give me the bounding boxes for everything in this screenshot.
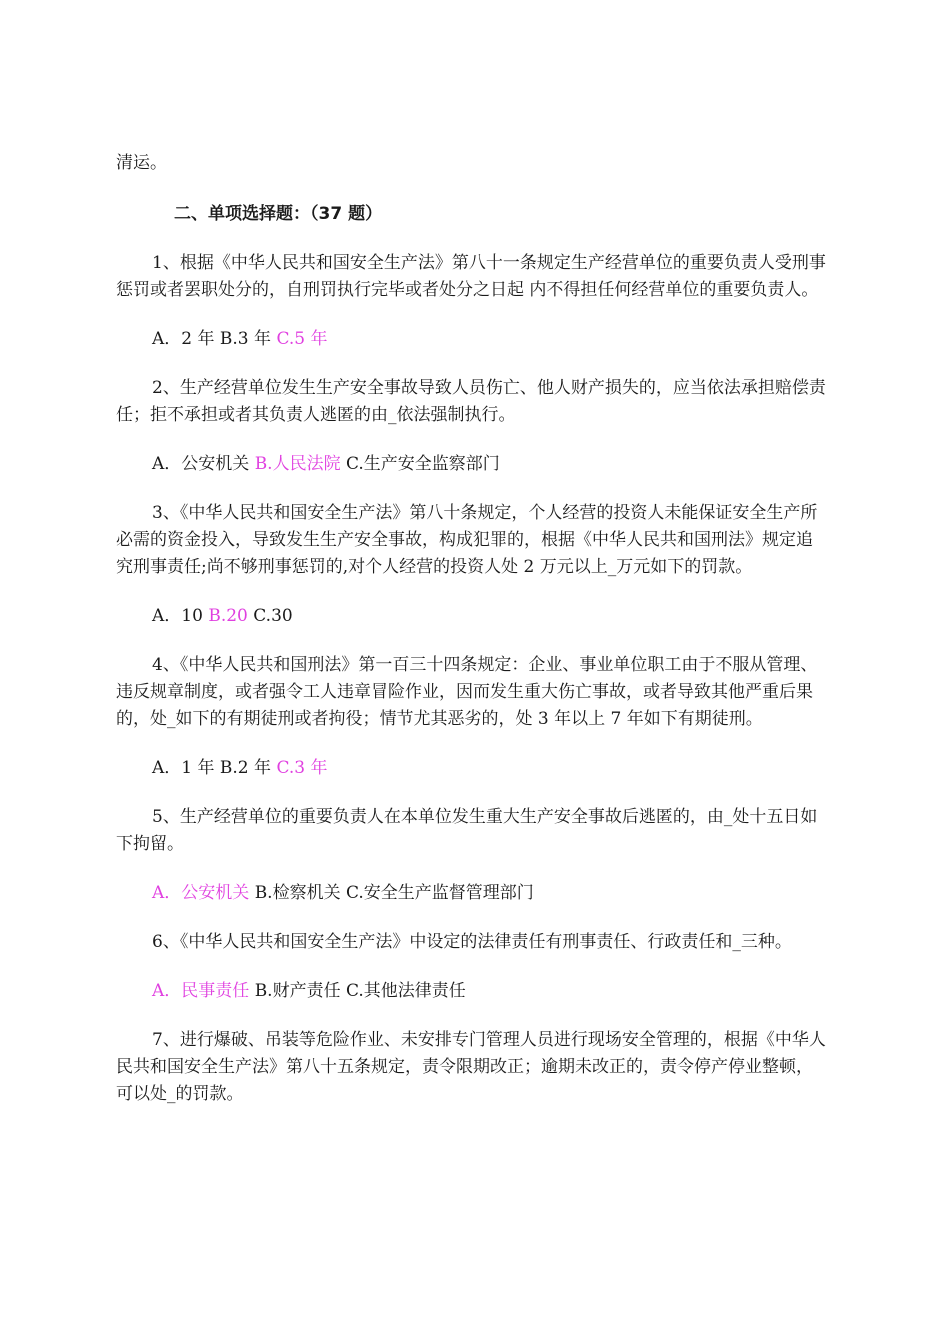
option-b-answer: B.20 (208, 606, 248, 626)
intro-line: 清运。 (116, 153, 167, 173)
option-b: B.财产责任 (254, 981, 341, 1001)
question-options (116, 755, 828, 782)
question-stem: 7、进行爆破、吊装等危险作业、未安排专门管理人员进行现场安全管理的，根据《中华人民共和国安全生产法》第八十五条规定，责令限期改正；逾期未改正的，责令停产停业整顿，可以处_的罚款。 (116, 1030, 826, 1104)
question-stem: 2、生产经营单位发生生产安全事故导致人员伤亡、他人财产损失的，应当依法承担赔偿责任；拒不承担或者其负责人逃匿的由_依法强制执行。 (116, 378, 826, 425)
option-a-answer: A．公安机关 (152, 883, 250, 903)
question-options (116, 326, 828, 353)
option-a: A．公安机关 (152, 454, 250, 474)
question-stem: 3、《中华人民共和国安全生产法》第八十条规定，个人经营的投资人未能保证安全生产所必需的资金投入，导致发生生产安全事故，构成犯罪的，根据《中华人民共和国刑法》规定追究刑事责任;尚不够刑事惩罚的,对个人经营的投资人处 2 万元以上_万元如下的罚款。 (116, 503, 818, 577)
option-a: A．1 年 (152, 758, 215, 778)
option-c: C.生产安全监察部门 (346, 454, 500, 474)
option-c-answer: C.5 年 (276, 329, 328, 349)
question-options (116, 880, 828, 907)
question-options (116, 451, 828, 478)
option-c: C.其他法律责任 (346, 981, 466, 1001)
option-b: B.2 年 (219, 758, 272, 778)
option-b: B.3 年 (219, 329, 272, 349)
option-c: C.安全生产监督管理部门 (346, 883, 534, 903)
option-b-answer: B.人民法院 (254, 454, 341, 474)
question-stem: 4、《中华人民共和国刑法》第一百三十四条规定：企业、事业单位职工由于不服从管理、违反规章制度，或者强令工人违章冒险作业，因而发生重大伤亡事故，或者导致其他严重后果的，处_如下的有期徒刑或者拘役；情节尤其恶劣的，处 3 年以上 7 年如下有期徒刑。 (116, 655, 818, 729)
question-options (116, 978, 828, 1005)
document-page (116, 150, 828, 1108)
option-c: C.30 (253, 606, 293, 626)
question-stem: 6、《中华人民共和国安全生产法》中设定的法律责任有刑事责任、行政责任和_三种。 (152, 932, 792, 952)
question-options (116, 603, 828, 630)
option-c-answer: C.3 年 (276, 758, 328, 778)
option-a: A．2 年 (152, 329, 215, 349)
question-stem: 5、生产经营单位的重要负责人在本单位发生重大生产安全事故后逃匿的，由_处十五日如下拘留。 (116, 807, 818, 854)
option-b: B.检察机关 (254, 883, 341, 903)
question-stem: 1、根据《中华人民共和国安全生产法》第八十一条规定生产经营单位的重要负责人受刑事惩罚或者罢职处分的，自刑罚执行完毕或者处分之日起 内不得担任何经营单位的重要负责人。 (116, 253, 826, 300)
option-a-answer: A．民事责任 (152, 981, 250, 1001)
section-heading: 二、单项选择题：（37 题） (174, 204, 383, 224)
option-a: A．10 (152, 606, 203, 626)
